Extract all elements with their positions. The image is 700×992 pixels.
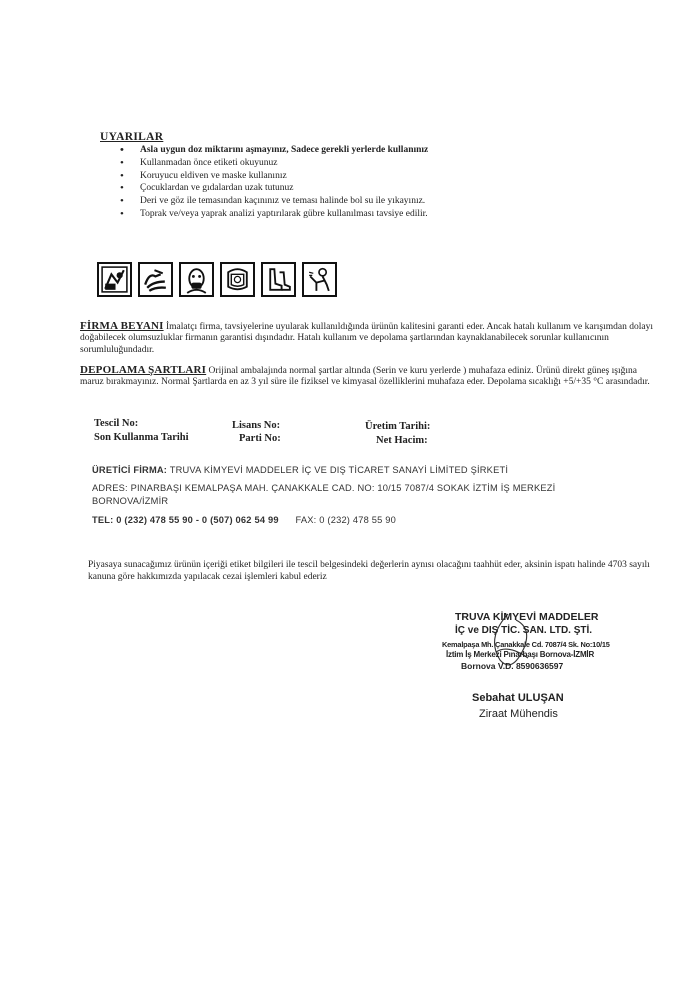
warning-item: • Asla uygun doz miktarını aşmayınız, Sadece gerekli yerlerde kullanınız <box>120 144 540 157</box>
expiry-date-label: Son Kullanma Tarihi <box>94 432 189 443</box>
producer-name: TRUVA KİMYEVİ MADDELER İÇ VE DIŞ TİCARET SANAYİ LİMİTED ŞİRKETİ <box>167 465 509 475</box>
company-statement-text: İmalatçı firma, tavsiyelerine uyularak kullanıldığında ürünün kalitesini garanti eder. Ancak hatalı kullanım ve karışımdan dolayı doğabilecek olumsuzluklar firmanın garantisi dışındadır. Hatalı kullanım ve depolama şartlarından kaynaklanabilecek sorunlar kullanıcının sorumluluğundadır. <box>80 322 653 355</box>
address-line-1: PINARBAŞI KEMALPAŞA MAH. ÇANAKKALE CAD. NO: 10/15 7087/4 SOKAK İZTİM İŞ MERKEZİ <box>127 483 556 493</box>
gloves-icon <box>138 262 173 297</box>
phone-label: TEL: <box>92 515 114 525</box>
phone-line <box>92 515 396 525</box>
wash-hands-icon <box>302 262 337 297</box>
face-shield-icon <box>220 262 255 297</box>
batch-no-label: Parti No: <box>239 433 281 444</box>
storage-label: DEPOLAMA ŞARTLARI <box>80 364 207 376</box>
declaration-text: Piyasaya sunacağımız ürünün içeriği etiket bilgileri ile tescil belgesindeki değerlerin aynısı olacağını taahhüt eder, aksinin ispatı halinde 4703 sayılı kanuna göre hakkımızda yapılacak cezai işlemleri kabul ederiz <box>88 560 650 582</box>
storage-conditions <box>80 365 662 389</box>
stamp-line-4: İztim İş Merkezi Pınarbaşı Bornova-İZMİR <box>446 650 595 659</box>
company-stamp <box>438 608 638 678</box>
producer-line <box>92 465 508 475</box>
company-statement <box>80 321 662 356</box>
stamp-line-2: İÇ ve DIŞ TİC. SAN. LTD. ŞTİ. <box>455 625 593 636</box>
net-volume-label: Net Hacim: <box>376 435 428 446</box>
storage-text: Orijinal ambalajında normal şartlar altında (Serin ve kuru yerlerde ) muhafaza ediniz. Ürünü direkt güneş ışığına maruz bırakmayınız. Normal Şartlarda en az 3 yıl süre ile fiziksel ve kimyasal özelliklerini muhafaza eder. Depolama sıcaklığı +5/+35 °C arasındadır. <box>80 366 650 388</box>
production-date-label: Üretim Tarihi: <box>365 421 431 432</box>
producer-label: ÜRETİCİ FİRMA: <box>92 465 168 475</box>
warnings-list <box>120 144 540 221</box>
safety-boots-icon <box>261 262 296 297</box>
safety-icons-row <box>97 262 337 297</box>
address-line <box>92 483 555 493</box>
signatory-title: Ziraat Mühendis <box>479 708 558 720</box>
protective-clothing-icon <box>97 262 132 297</box>
fax-number: FAX: 0 (232) 478 55 90 <box>295 515 397 525</box>
phone-numbers: 0 (232) 478 55 90 - 0 (507) 062 54 99 <box>113 515 279 525</box>
stamp-line-1: TRUVA KİMYEVİ MADDELER <box>455 611 599 623</box>
registration-no-label: Tescil No: <box>94 418 139 429</box>
stamp-line-3: Kemalpaşa Mh. Çanakkale Cd. 7087/4 Sk. No:10/15 <box>442 640 610 649</box>
warning-item: • Koruyucu eldiven ve maske kullanınız <box>120 170 540 183</box>
company-statement-label: FİRMA BEYANI <box>80 320 164 332</box>
warning-item: • Deri ve göz ile temasından kaçınınız ve teması halinde bol su ile yıkayınız. <box>120 195 540 208</box>
warning-item: • Toprak ve/veya yaprak analizi yaptırılarak gübre kullanılması tavsiye edilir. <box>120 208 540 221</box>
warnings-title: UYARILAR <box>100 131 164 143</box>
address-label: ADRES: <box>92 483 128 493</box>
address-line-2: BORNOVA/İZMİR <box>92 496 169 506</box>
respirator-mask-icon <box>179 262 214 297</box>
warning-item: • Çocuklardan ve gıdalardan uzak tutunuz <box>120 182 540 195</box>
signatory-name: Sebahat ULUŞAN <box>472 692 564 704</box>
license-no-label: Lisans No: <box>232 420 281 431</box>
warning-item: • Kullanmadan önce etiketi okuyunuz <box>120 157 540 170</box>
stamp-line-5: Bornova V.D. 8590636597 <box>461 661 564 671</box>
